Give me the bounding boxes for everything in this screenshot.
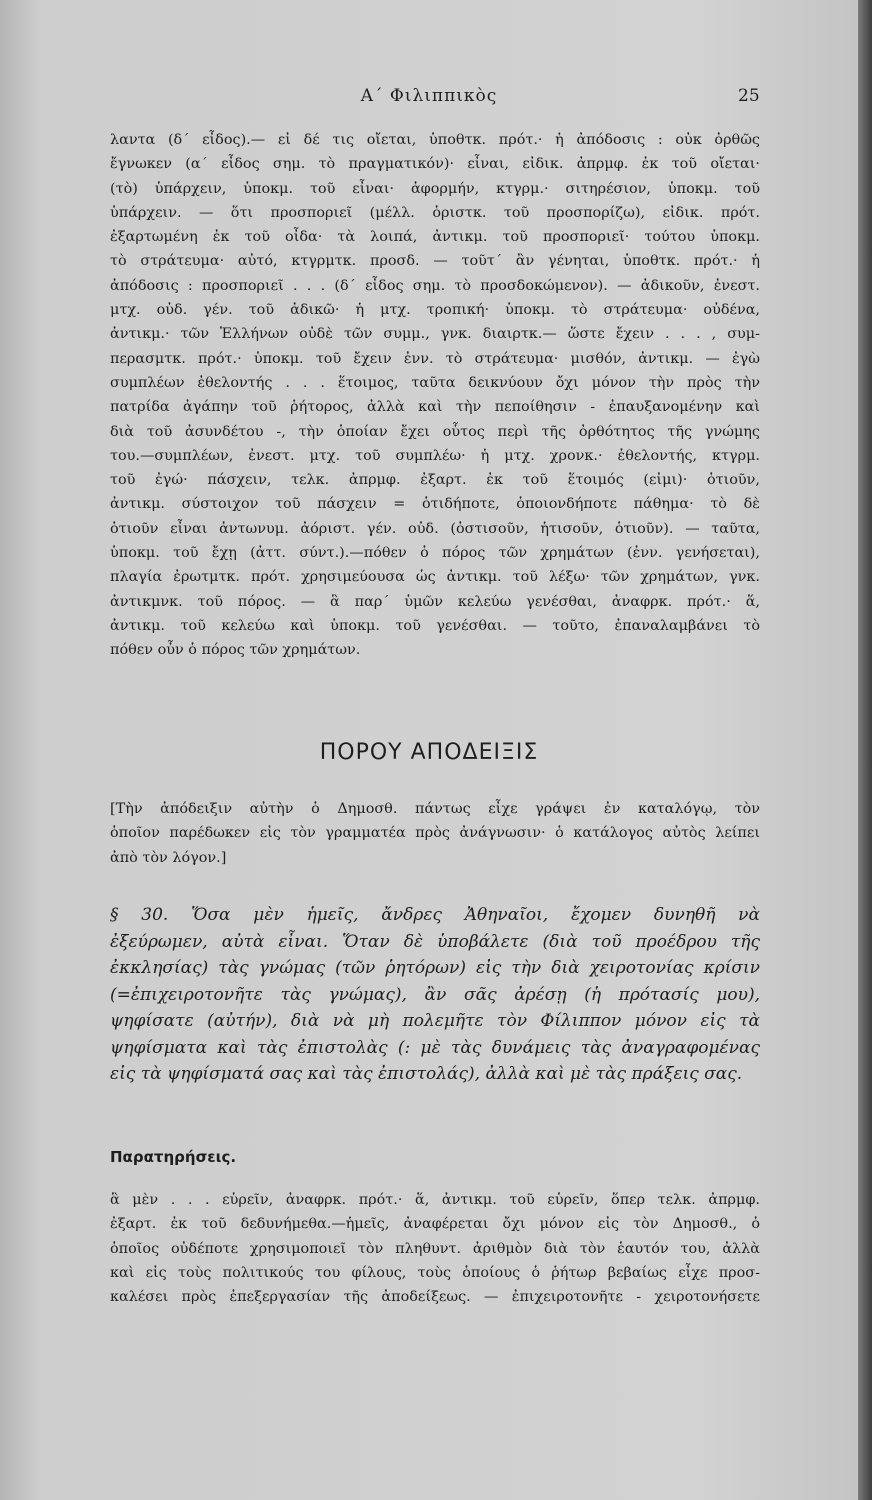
commentary-line: ἐξαρτωμένη ἐκ τοῦ οἶδα· τὰ λοιπά, ἀντικμ. τοῦ προσποριεῖ· τούτου ὑποκμ. <box>110 229 760 246</box>
translation-paragraph <box>110 902 760 1088</box>
commentary-line: ἀπόδοσις : προσποριεῖ . . . (δ΄ εἶδος σημ. τὸ προσδοκώμενον). — ἀδικοῦν, ἐνεστ. <box>110 277 760 294</box>
translation-line: ψηφίσματα καὶ τὰς ἐπιστολὰς (: μὲ τὰς δυνάμεις τὰς ἀναγραφομένας <box>110 1037 760 1058</box>
remarks-line: καὶ εἰς τοὺς πολιτικούς του φίλους, τοὺς ὁποίους ὁ ῥήτωρ βεβαίως εἶχε προσ- <box>110 1264 760 1281</box>
commentary-line: πόθεν οὖν ὁ πόρος τῶν χρημάτων. <box>110 642 361 659</box>
commentary-line: ἔγνωκεν (α΄ εἶδος σημ. τὸ πραγματικόν)· εἶναι, εἰδικ. ἀπρμφ. ἐκ τοῦ οἴεται· <box>110 156 760 173</box>
remarks-text <box>110 1188 760 1309</box>
remarks-line: καλέσει πρὸς ἐπεξεργασίαν τῆς ἀποδείξεως. — ἐπιχειροτονῆτε - χειροτονήσετε <box>110 1289 760 1306</box>
commentary-line: τοῦ ἐγώ· πάσχειν, τελκ. ἀπρμφ. ἐξαρτ. ἐκ τοῦ ἕτοιμός (εἰμι)· ὁτιοῦν, <box>110 472 760 489</box>
running-title: Α΄ Φιλιππικὸς <box>360 86 498 106</box>
commentary-line: (τὸ) ὑπάρχειν, ὑποκμ. τοῦ εἶναι· ἀφορμήν, κτγρμ.· σιτηρέσιον, ὑποκμ. τοῦ <box>110 180 760 197</box>
remarks-line: ὁποῖος οὐδέποτε χρησιμοποιεῖ τὸν πληθυντ. ἀριθμὸν διὰ τὸν ἑαυτόν του, ἀλλὰ <box>110 1240 760 1257</box>
commentary-line: μτχ. οὐδ. γέν. τοῦ ἀδικῶ· ἡ μτχ. τροπική· ὑποκμ. τὸ στράτευμα· οὐδένα, <box>110 302 760 319</box>
commentary-line: ἀντικμ.· τῶν Ἑλλήνων οὐδὲ τῶν συμμ., γνκ. διαιρτκ.— ὥστε ἔχειν . . . , συμ- <box>110 326 760 343</box>
page-number: 25 <box>738 86 760 106</box>
remarks-heading: Παρατηρήσεις. <box>110 1148 237 1166</box>
remarks-line: ἃ μὲν . . . εὑρεῖν, ἀναφρκ. πρότ.· ἅ, ἀντικμ. τοῦ εὑρεῖν, ὅπερ τελκ. ἀπρμφ. <box>110 1192 760 1208</box>
commentary-line: συμπλέων ἐθελοντής . . . ἕτοιμος, ταῦτα δεικνύουν ὄχι μόνον τὴν πρὸς τὴν <box>110 374 760 391</box>
commentary-line: ὑπάρχειν. — ὅτι προσποριεῖ (μέλλ. ὁριστκ. τοῦ προσπορίζω), εἰδικ. πρότ. <box>110 204 760 221</box>
commentary-line: ἀντικμνκ. τοῦ πόρος. — ἃ παρ΄ ὑμῶν κελεύω γενέσθαι, ἀναφρκ. πρότ.· ἅ, <box>110 593 760 610</box>
commentary-line: ἀντικμ. σύστοιχον τοῦ πάσχειν = ὁτιδήποτε, ὁποιονδήποτε πάθημα· τὸ δὲ <box>110 496 760 513</box>
translation-line: § 30. Ὅσα μὲν ἡμεῖς, ἄνδρες Ἀθηναῖοι, ἔχομεν δυνηθῆ νὰ <box>110 905 760 925</box>
commentary-text <box>110 128 760 663</box>
commentary-line: ἀντικμ. τοῦ κελεύω καὶ ὑποκμ. τοῦ γενέσθαι. — τοῦτο, ἐπαναλαμβάνει τὸ <box>110 617 760 634</box>
commentary-line: περασμτκ. πρότ.· ὑποκμ. τοῦ ἔχειν ἐνν. τὸ στράτευμα· μισθόν, ἀντικμ. — ἐγὼ <box>110 350 760 367</box>
commentary-line: ὁτιοῦν εἶναι ἀντωνυμ. ἀόριστ. γέν. οὐδ. (ὁστισοῦν, ἡτισοῦν, ὁτιοῦν). — ταῦτα, <box>110 520 760 537</box>
section-title: ΠΟΡΟΥ ΑΠΟΔΕΙΞΙΣ <box>319 740 539 765</box>
translation-line: ἐξεύρωμεν, αὐτὰ εἶναι. Ὅταν δὲ ὑποβάλετε (διὰ τοῦ προέδρου τῆς <box>110 931 760 952</box>
commentary-line: λαντα (δ΄ εἶδος).— εἰ δέ τις οἴεται, ὑποθτκ. πρότ.· ἡ ἀπόδοσις : οὐκ ὀρθῶς <box>110 132 760 148</box>
binding-edge <box>858 0 872 1500</box>
note-line: ὁποῖον παρέδωκεν εἰς τὸν γραμματέα πρὸς ἀνάγνωσιν· ὁ κατάλογος αὐτὸς λείπει <box>110 825 760 842</box>
commentary-line: πατρίδα ἀγάπην τοῦ ῥήτορος, ἀλλὰ καὶ τὴν πεποίθησιν - ἐπαυξανομένην καὶ <box>110 399 760 416</box>
translation-line: (=ἐπιχειροτονῆτε τὰς γνώμας), ἂν σᾶς ἀρέσῃ (ἡ πρότασίς μου), <box>110 984 760 1005</box>
remarks-line: ἐξαρτ. ἐκ τοῦ δεδυνήμεθα.—ἡμεῖς, ἀναφέρεται ὄχι μόνον εἰς τὸν Δημοσθ., ὁ <box>110 1216 760 1233</box>
commentary-line: πλαγία ἐρωτμτκ. πρότ. χρησιμεύουσα ὡς ἀντικμ. τοῦ λέξω· τῶν χρημάτων, γνκ. <box>110 569 760 586</box>
commentary-line: του.—συμπλέων, ἐνεστ. μτχ. τοῦ συμπλέω· ἡ μτχ. χρονκ.· ἐθελοντής, κτγρμ. <box>110 447 760 464</box>
translation-line: ἐκκλησίας) τὰς γνώμας (τῶν ῥητόρων) εἰς τὴν διὰ χειροτονίας κρίσιν <box>110 958 760 978</box>
commentary-line: ὑποκμ. τοῦ ἔχῃ (ἀττ. σύντ.).—πόθεν ὁ πόρος τῶν χρημάτων (ἐνν. γενήσεται), <box>110 545 760 562</box>
note-line: ἀπὸ τὸν λόγον.] <box>110 849 227 866</box>
translation-line: ψηφίσατε (αὐτήν), διὰ νὰ μὴ πολεμῆτε τὸν Φίλιππον μόνον εἰς τὰ <box>110 1011 760 1031</box>
note-line: [Τὴν ἀπόδειξιν αὐτὴν ὁ Δημοσθ. πάντως εἶχε γράψει ἐν καταλόγῳ, τὸν <box>110 801 760 817</box>
page-header <box>0 86 858 112</box>
editorial-note <box>110 797 760 870</box>
translation-line: εἰς τὰ ψηφίσματά σας καὶ τὰς ἐπιστολάς), ἀλλὰ καὶ μὲ τὰς πράξεις σας. <box>110 1064 743 1084</box>
commentary-line: τὸ στράτευμα· αὐτό, κτγρμτκ. προσδ. — τοῦτ΄ ἂν γένηται, ὑποθτκ. πρότ.· ἡ <box>110 253 760 270</box>
commentary-line: διὰ τοῦ ἀσυνδέτου -, τὴν ὁποίαν ἔχει οὗτος περὶ τῆς ὀρθότητος τῆς γνώμης <box>110 423 760 440</box>
